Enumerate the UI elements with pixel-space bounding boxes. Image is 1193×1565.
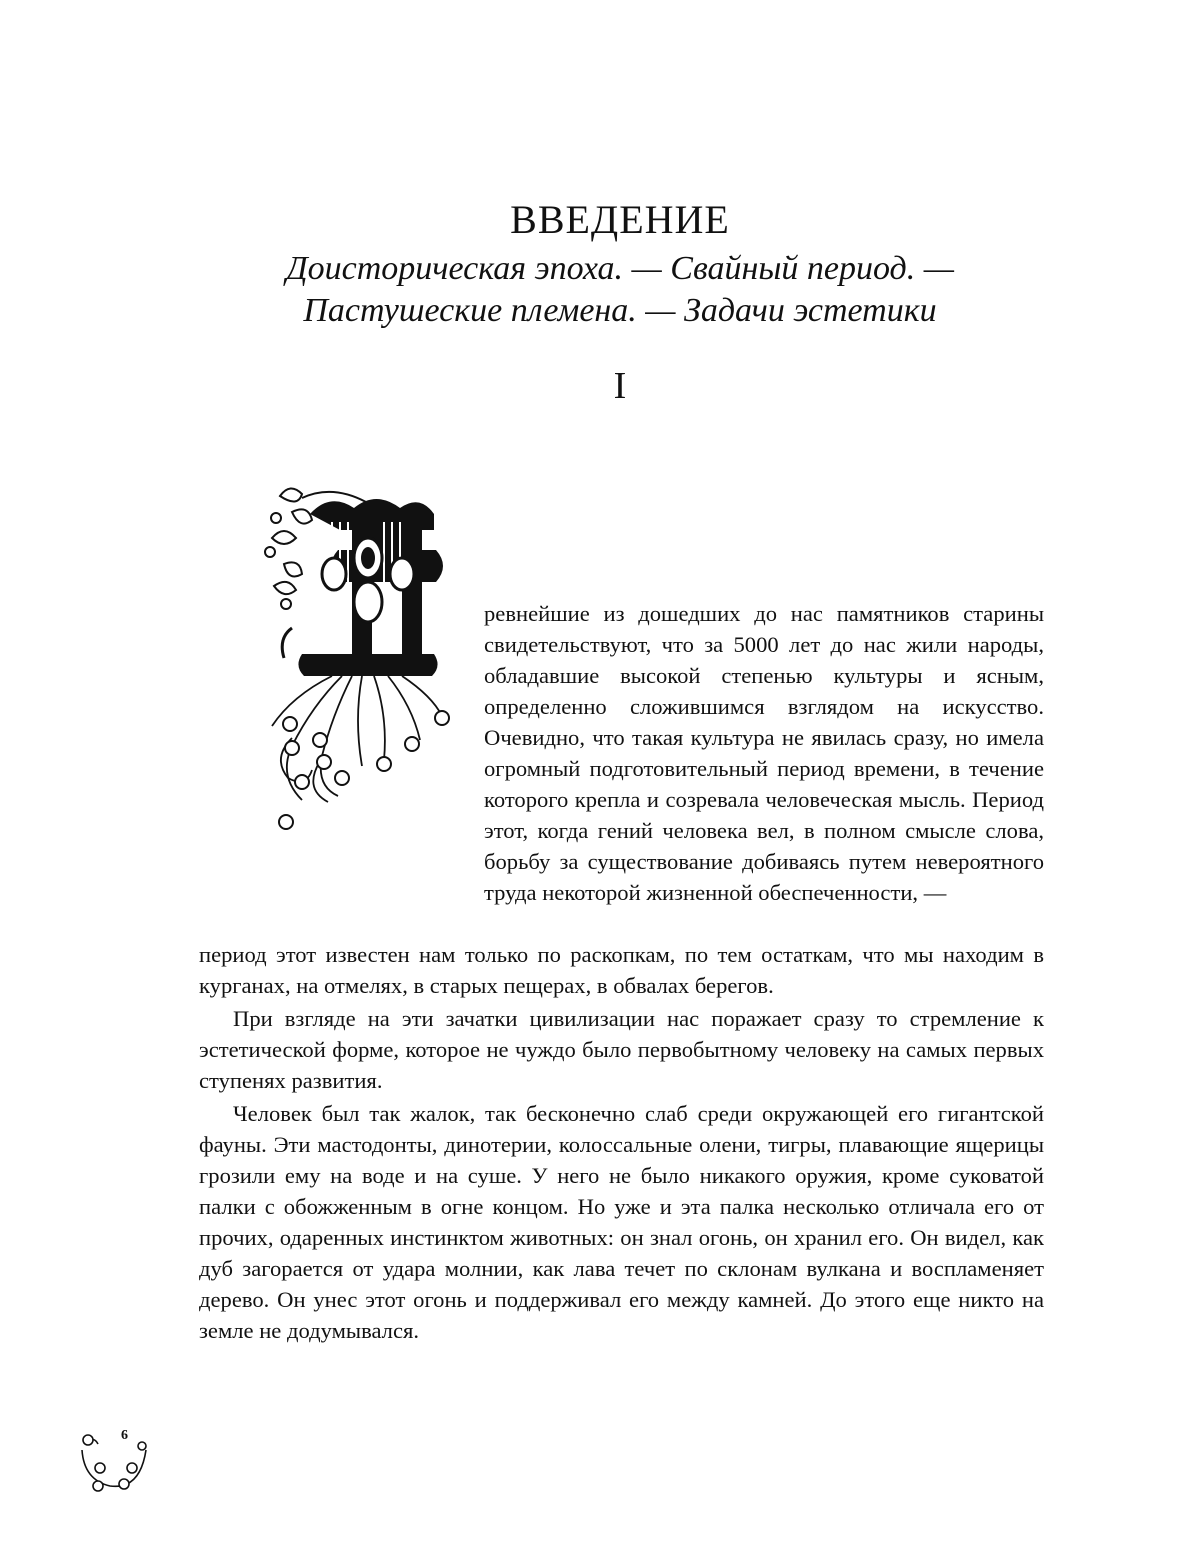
paragraph-1-continuation: период этот известен нам только по раскопкам, по тем остаткам, что мы находим в курганах, на отмелях, в старых пещерах, в обвалах берегов. xyxy=(199,942,1044,998)
berry-vine-ornament-icon xyxy=(76,1428,154,1500)
section-numeral: I xyxy=(613,365,627,407)
initial-letter-shape xyxy=(282,499,443,676)
berries-icon xyxy=(279,711,449,829)
subtitle-line-2: Пастушеские племена. — Задачи эстетики xyxy=(303,292,937,329)
paragraph-2: При взгляде на эти зачатки цивилизации нас поражает сразу то стремление к эстетической форме, которое не чуждо было первобытному человеку на самых первых ступенях развития. xyxy=(199,1006,1044,1093)
chapter-subtitle xyxy=(250,248,990,332)
subtitle-line-1: Доисторическая эпоха. — Свайный период. — xyxy=(286,250,954,287)
paragraph-1-opening: ревнейшие из дошедших до нас памятников старины свидетельствуют, что за 5000 лет до нас жили народы, обладавшие высокой степенью культуры и ясным, определенно сложившимся взглядом на искусство. Очевидно, что такая культура не явилась сразу, но имела огромный подготовительный период времени, в течение которого крепла и созревала человеческая мысль. Период этот, когда гений человека вел, в полном смысле слова, борьбу за существование добиваясь путем невероятного труда некоторой жизненной обеспеченности, — xyxy=(484,601,1044,905)
chapter-title: ВВЕДЕНИЕ xyxy=(510,197,730,242)
ornamental-initial-d-icon xyxy=(262,478,454,840)
paragraph-3: Человек был так жалок, так бесконечно слаб среди окружающей его гигантской фауны. Эти мастодонты, динотерии, колоссальные олени, тигры, плавающие ящерицы грозили ему на воде и на суше. У него не было никакого оружия, кроме суковатой палки с обожженным в огне концом. Но уже и эта палка несколько отличала его от прочих, одаренных инстинктом животных: он знал огонь, он хранил его. Он видел, как дуб загорается от удара молнии, как лава течет по склонам вулкана и воспламеняет дерево. Он унес этот огонь и поддерживал его между камней. До этого еще никто на земле не додумывался. xyxy=(199,1101,1044,1343)
page-number: 6 xyxy=(121,1428,128,1443)
